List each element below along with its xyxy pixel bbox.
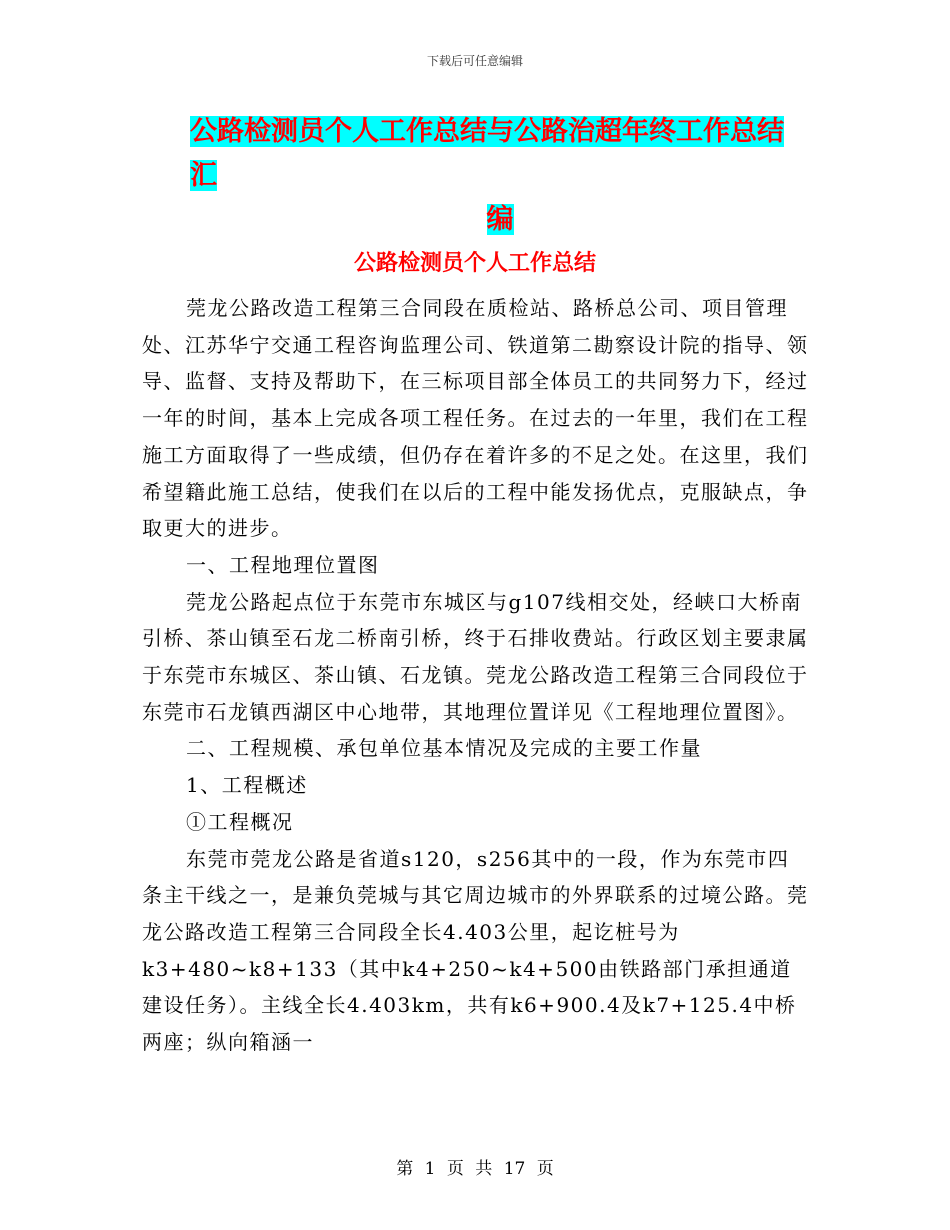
heading-project-summary: ①工程概况 [186, 809, 294, 834]
paragraph-location: 莞龙公路起点位于东莞市东城区与g107线相交处，经峡口大桥南引桥、茶山镇至石龙二桥南引桥，终于石排收费站。行政区划主要隶属于东莞市东城区、茶山镇、石龙镇。莞龙公路改造工程第三合同段位于东莞市石龙镇西湖区中心地带，其地理位置详见《工程地理位置图》。 [142, 589, 809, 724]
document-title-line-1: 公路检测员个人工作总结与公路治超年终工作总结汇 [190, 116, 784, 191]
page-number: 第 1 页 共 17 页 [396, 1159, 554, 1179]
section-title: 公路检测员个人工作总结 [353, 251, 596, 276]
document-title [190, 110, 810, 242]
paragraph-project-details: k3+480~k8+133（其中k4+250~k4+500由铁路部门承担通道建设任务）。主线全长4.403km，共有k6+900.4及k7+125.4中桥两座；纵向箱涵一 [142, 956, 797, 1055]
heading-location: 一、工程地理位置图 [186, 552, 380, 577]
heading-scale: 二、工程规模、承包单位基本情况及完成的主要工作量 [186, 736, 702, 761]
heading-overview: 1、工程概述 [186, 773, 308, 798]
paragraph-project-summary: 东莞市莞龙公路是省道s120，s256其中的一段，作为东莞市四条主干线之一，是兼负莞城与其它周边城市的外界联系的过境公路。莞龙公路改造工程第三合同段全长4.403公里，起讫桩号为 [142, 846, 809, 944]
header-note: 下载后可任意编辑 [426, 54, 523, 68]
document-body [142, 290, 810, 1061]
paragraph-intro: 莞龙公路改造工程第三合同段在质检站、路桥总公司、项目管理处、江苏华宁交通工程咨询监理公司、铁道第二勘察设计院的指导、领导、监督、支持及帮助下，在三标项目部全体员工的共同努力下，经过一年的时间，基本上完成各项工程任务。在过去的一年里，我们在工程施工方面取得了一些成绩，但仍存在着许多的不足之处。在这里，我们希望籍此施工总结，使我们在以后的工程中能发扬优点，克服缺点，争取更大的进步。 [142, 296, 809, 541]
document-title-line-2: 编 [486, 204, 514, 235]
